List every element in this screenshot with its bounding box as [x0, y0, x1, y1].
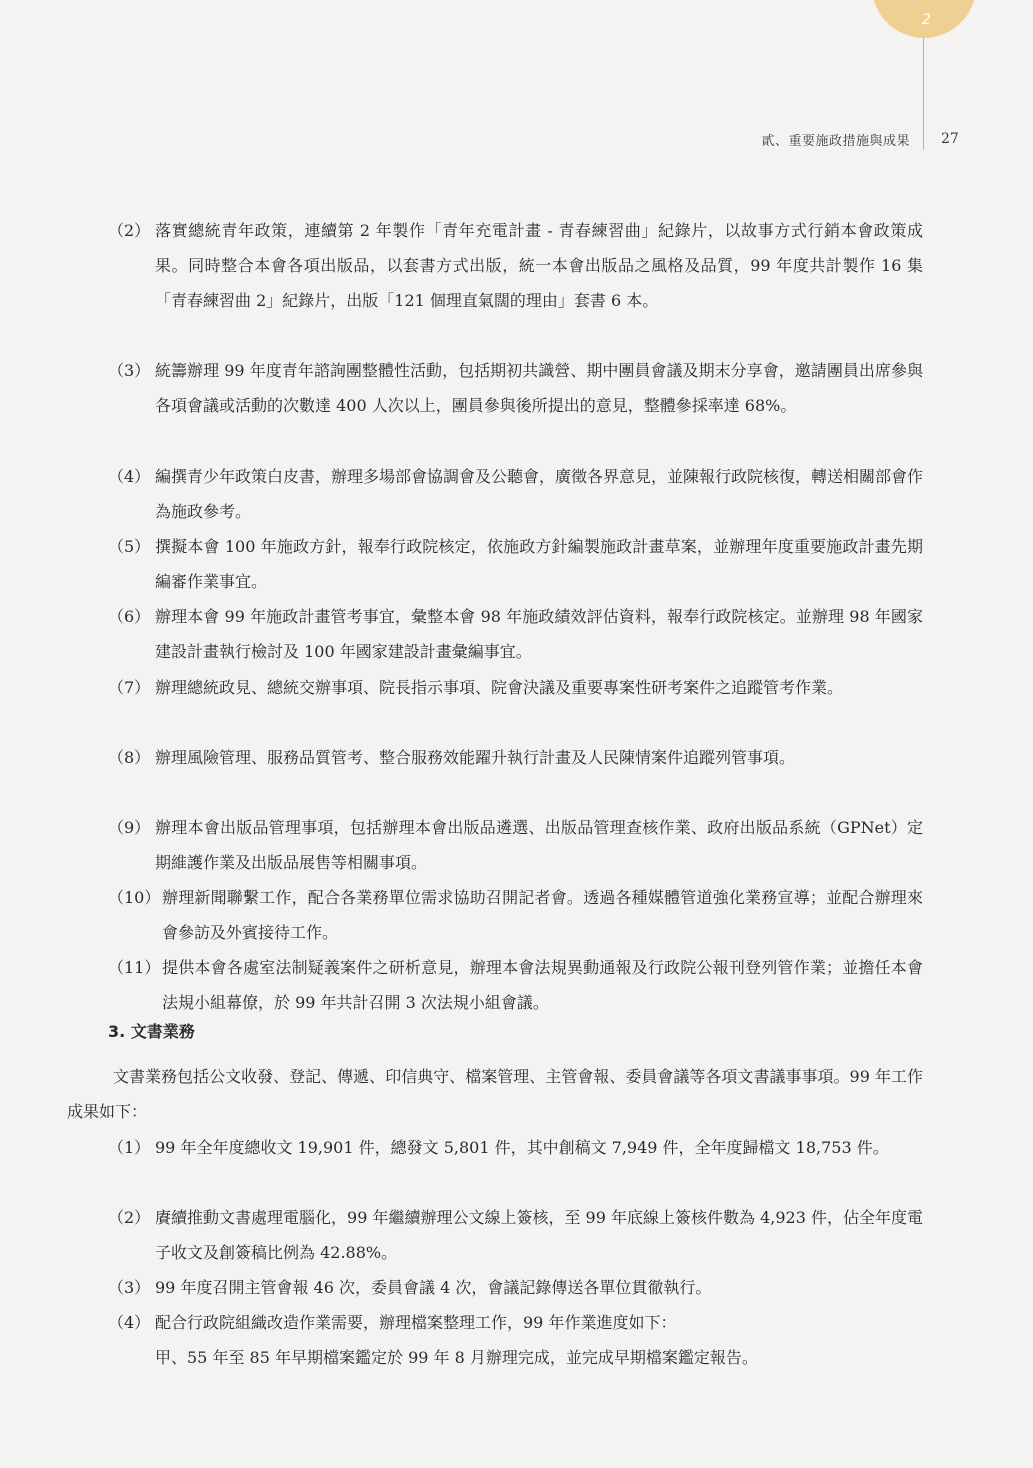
list-item-text: 撰擬本會 100 年施政方針，報奉行政院核定，依施政方針編製施政計畫草案，並辦理年度重要施政計畫先期編審作業事宜。	[155, 537, 923, 591]
list-item	[108, 529, 923, 599]
list-item-number: （6）	[108, 607, 151, 626]
chapter-tab-number: 2	[922, 12, 931, 28]
list-item-number: （8）	[108, 748, 151, 767]
list-item-text: 辦理本會出版品管理事項，包括辦理本會出版品遴選、出版品管理查核作業、政府出版品系統（GPNet）定期維護作業及出版品展售等相關事項。	[155, 818, 923, 872]
list-item	[108, 1305, 923, 1340]
list-item-number: （10）	[108, 888, 161, 907]
list-item-number: （11）	[108, 958, 161, 977]
list-item	[108, 810, 923, 880]
sub-list-item: 甲、55 年至 85 年早期檔案鑑定於 99 年 8 月辦理完成，並完成早期檔案鑑定報告。	[155, 1348, 758, 1367]
list-item-text: 99 年度召開主管會報 46 次，委員會議 4 次，會議記錄傳送各單位貫徹執行。	[155, 1278, 712, 1297]
list-item-number: （3）	[108, 361, 151, 380]
list-item-text: 統籌辦理 99 年度青年諮詢團整體性活動，包括期初共識營、期中團員會議及期末分享會，邀請團員出席參與各項會議或活動的次數達 400 人次以上，團員參與後所提出的意見，整體參採率達 68%。	[155, 361, 923, 415]
list-item-text: 配合行政院組織改造作業需要，辦理檔案整理工作，99 年作業進度如下：	[155, 1313, 677, 1332]
list-item-text: 辦理總統政見、總統交辦事項、院長指示事項、院會決議及重要專案性研考案件之追蹤管考作業。	[155, 678, 844, 697]
list-item-text: 辦理新聞聯繫工作，配合各業務單位需求協助召開記者會。透過各種媒體管道強化業務宣導；並配合辦理來會參訪及外賓接待工作。	[162, 888, 923, 942]
list-item-number: （4）	[108, 467, 151, 486]
list-item-number: （4）	[108, 1313, 151, 1332]
header-divider	[923, 38, 924, 150]
list-item	[108, 1200, 923, 1270]
running-header-title: 貳、重要施政措施與成果	[761, 134, 910, 149]
section-heading: 3. 文書業務	[108, 1022, 195, 1041]
list-item	[108, 1130, 923, 1165]
list-item-number: （1）	[108, 1138, 151, 1157]
list-item	[108, 353, 923, 423]
list-item	[108, 740, 923, 775]
list-item-text: 99 年全年度總收文 19,901 件，總發文 5,801 件，其中創稿文 7,949 件，全年度歸檔文 18,753 件。	[155, 1138, 889, 1157]
list-item-number: （5）	[108, 537, 151, 556]
list-item-text: 賡續推動文書處理電腦化，99 年繼續辦理公文線上簽核，至 99 年底線上簽核件數為 4,923 件，佔全年度電子收文及創簽稿比例為 42.88%。	[155, 1208, 923, 1262]
list-item	[108, 950, 923, 1020]
chapter-tab	[872, 0, 976, 38]
list-item	[108, 670, 923, 705]
list-item	[108, 459, 923, 529]
list-item-text: 落實總統青年政策，連續第 2 年製作「青年充電計畫 - 青春練習曲」紀錄片，以故事方式行銷本會政策成果。同時整合本會各項出版品，以套書方式出版，統一本會出版品之風格及品質，99 年度共計製作 16 集「青春練習曲 2」紀錄片，出版「121 個理直氣闊的理由」套書 6 本。	[155, 221, 923, 310]
list-item-text: 提供本會各處室法制疑義案件之研析意見，辦理本會法規異動通報及行政院公報刊登列管作業；並擔任本會法規小組幕僚，於 99 年共計召開 3 次法規小組會議。	[162, 958, 923, 1012]
list-item-text: 編撰青少年政策白皮書，辦理多場部會協調會及公聽會，廣徵各界意見，並陳報行政院核復，轉送相關部會作為施政參考。	[155, 467, 924, 521]
list-item	[108, 599, 923, 669]
list-item-number: （7）	[108, 678, 151, 697]
list-item-number: （9）	[108, 818, 151, 837]
list-item-text: 辦理風險管理、服務品質管考、整合服務效能躍升執行計畫及人民陳情案件追蹤列管事項。	[155, 748, 796, 767]
list-item-number: （2）	[108, 1208, 151, 1227]
list-item-number: （3）	[108, 1278, 151, 1297]
list-item-text: 辦理本會 99 年施政計畫管考事宜，彙整本會 98 年施政績效評估資料，報奉行政院核定。並辦理 98 年國家建設計畫執行檢討及 100 年國家建設計畫彙編事宜。	[155, 607, 923, 661]
list-item	[108, 1270, 923, 1305]
list-item	[108, 880, 923, 950]
page-number: 27	[941, 131, 959, 147]
section-intro-paragraph: 文書業務包括公文收發、登記、傳遞、印信典守、檔案管理、主管會報、委員會議等各項文書議事事項。99 年工作成果如下：	[67, 1067, 923, 1121]
list-item-number: （2）	[108, 221, 151, 240]
list-item	[108, 213, 923, 318]
